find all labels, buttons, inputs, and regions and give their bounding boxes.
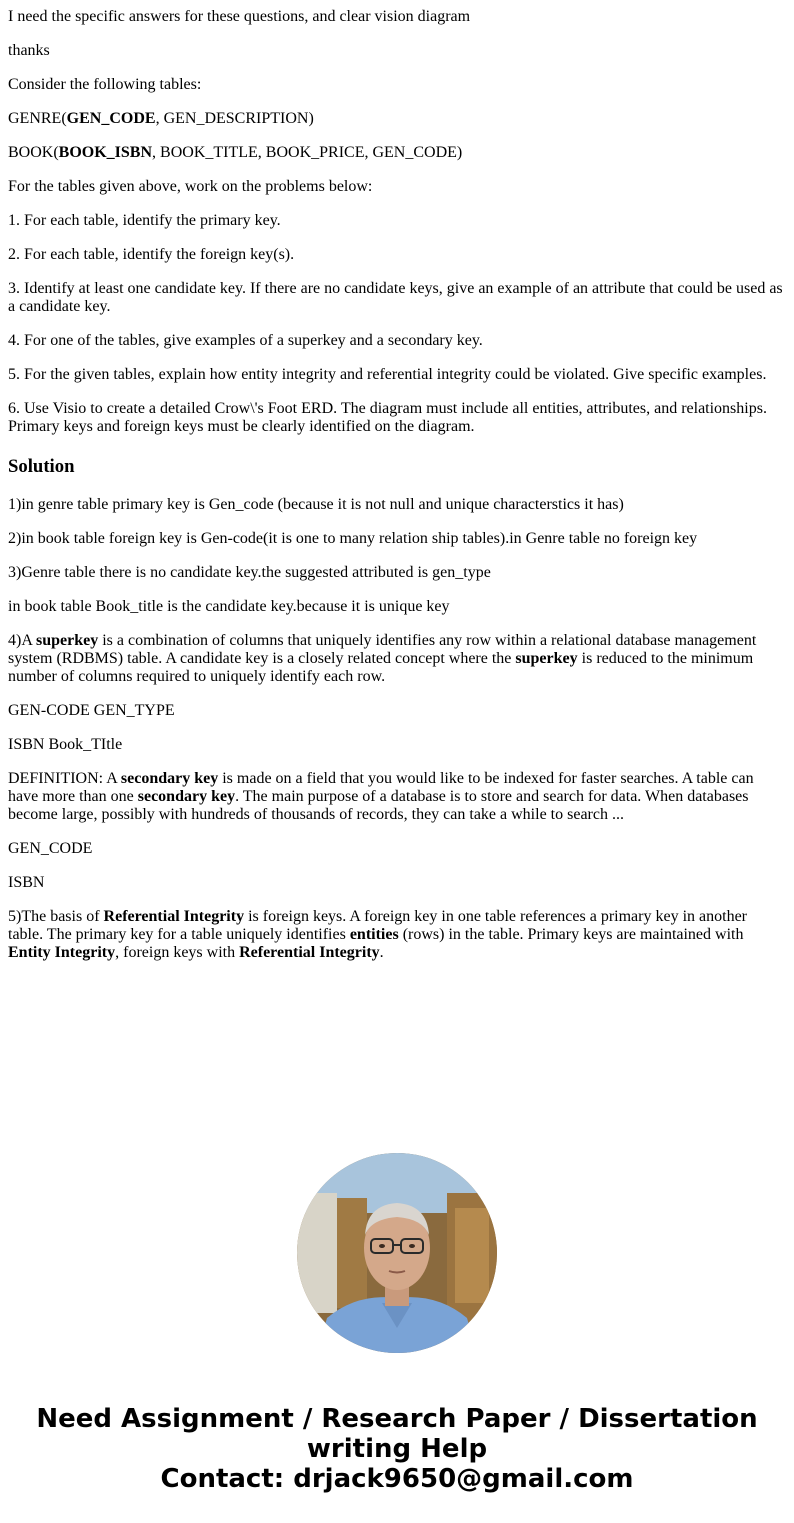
answer-3a: 3)Genre table there is no candidate key.the suggested attributed is gen_type — [8, 564, 491, 581]
author-photo-icon — [297, 1153, 497, 1353]
question-instruction: For the tables given above, work on the problems below: — [8, 178, 373, 195]
answer-4 — [8, 632, 786, 686]
definition-text: DEFINITION: A — [8, 770, 121, 787]
answer-4-text: is reduced to the minimum number of columns required to uniquely identify each row. — [8, 650, 754, 685]
answer-5-text: (rows) in the table. Primary keys are maintained with — [398, 926, 744, 943]
promo-line-2: Contact: drjack9650@gmail.com — [160, 1464, 634, 1494]
answer-5 — [8, 908, 786, 962]
answer-5-bold: Referential Integrity — [103, 908, 245, 925]
question-thanks: thanks — [8, 42, 50, 59]
answer-5-text: 5)The basis of — [8, 908, 104, 925]
author-avatar — [297, 1153, 497, 1353]
promo-line-1: Need Assignment / Research Paper / Dissertation writing Help — [36, 1404, 758, 1464]
book-table-name: BOOK( — [8, 144, 59, 161]
secondary-key-definition — [8, 770, 786, 824]
answer-4-text: 4)A — [8, 632, 36, 649]
answer-5-bold: Referential Integrity — [239, 944, 380, 961]
answer-5-text: is foreign keys. A foreign key in one table references a primary key in another table. The primary key for a table uniquely identifies — [8, 908, 748, 943]
definition-bold: secondary key — [137, 788, 236, 805]
answer-2: 2)in book table foreign key is Gen-code(it is one to many relation ship tables).in Genre table no foreign key — [8, 530, 698, 547]
answer-5-bold: entities — [349, 926, 399, 943]
answer-4-text: is a combination of columns that uniquely identifies any row within a relational database management system (RDBMS) table. A candidate key is a closely related concept where the — [8, 632, 757, 667]
question-consider: Consider the following tables: — [8, 76, 202, 93]
definition-text: is made on a field that you would like to be indexed for faster searches. A table can have more than one — [8, 770, 754, 805]
genre-primary-key: GEN_CODE — [66, 110, 156, 127]
promo-banner — [0, 1404, 794, 1494]
problem-item: 1. For each table, identify the primary key. — [8, 212, 281, 229]
superkey-example-1: GEN-CODE GEN_TYPE — [8, 702, 175, 719]
problem-item: 5. For the given tables, explain how entity integrity and referential integrity could be violated. Give specific examples. — [8, 366, 767, 383]
definition-text: . The main purpose of a database is to store and search for data. When databases become large, possibly with hundreds of thousands of records, they can take a while to search ... — [8, 788, 749, 823]
book-table-rest: , BOOK_TITLE, BOOK_PRICE, GEN_CODE) — [152, 144, 463, 161]
genre-table-name: GENRE( — [8, 110, 67, 127]
answer-1: 1)in genre table primary key is Gen_code (because it is not null and unique characterstics it has) — [8, 496, 624, 513]
problem-item: 6. Use Visio to create a detailed Crow\'s Foot ERD. The diagram must include all entities, attributes, and relationships. Primary keys and foreign keys must be clearly identified on the diagram. — [8, 400, 767, 435]
answer-4-bold: superkey — [36, 632, 99, 649]
document-body — [8, 8, 786, 978]
question-intro: I need the specific answers for these questions, and clear vision diagram — [8, 8, 471, 25]
problem-item: 3. Identify at least one candidate key. If there are no candidate keys, give an example of an attribute that could be used as a candidate key. — [8, 280, 783, 315]
problem-item: 2. For each table, identify the foreign key(s). — [8, 246, 295, 263]
answer-5-bold: Entity Integrity — [8, 944, 116, 961]
secondary-key-example-1: GEN_CODE — [8, 840, 93, 857]
problem-item: 4. For one of the tables, give examples of a superkey and a secondary key. — [8, 332, 483, 349]
book-primary-key: BOOK_ISBN — [58, 144, 153, 161]
answer-5-text: , foreign keys with — [115, 944, 240, 961]
answer-5-text: . — [379, 944, 384, 961]
definition-bold: secondary key — [120, 770, 219, 787]
genre-table-schema — [8, 110, 786, 128]
solution-heading: Solution — [8, 456, 75, 477]
answer-3b: in book table Book_title is the candidate key.because it is unique key — [8, 598, 450, 615]
answer-4-bold: superkey — [515, 650, 578, 667]
secondary-key-example-2: ISBN — [8, 874, 45, 891]
genre-table-rest: , GEN_DESCRIPTION) — [155, 110, 314, 127]
superkey-example-2: ISBN Book_TItle — [8, 736, 123, 753]
book-table-schema — [8, 144, 786, 162]
